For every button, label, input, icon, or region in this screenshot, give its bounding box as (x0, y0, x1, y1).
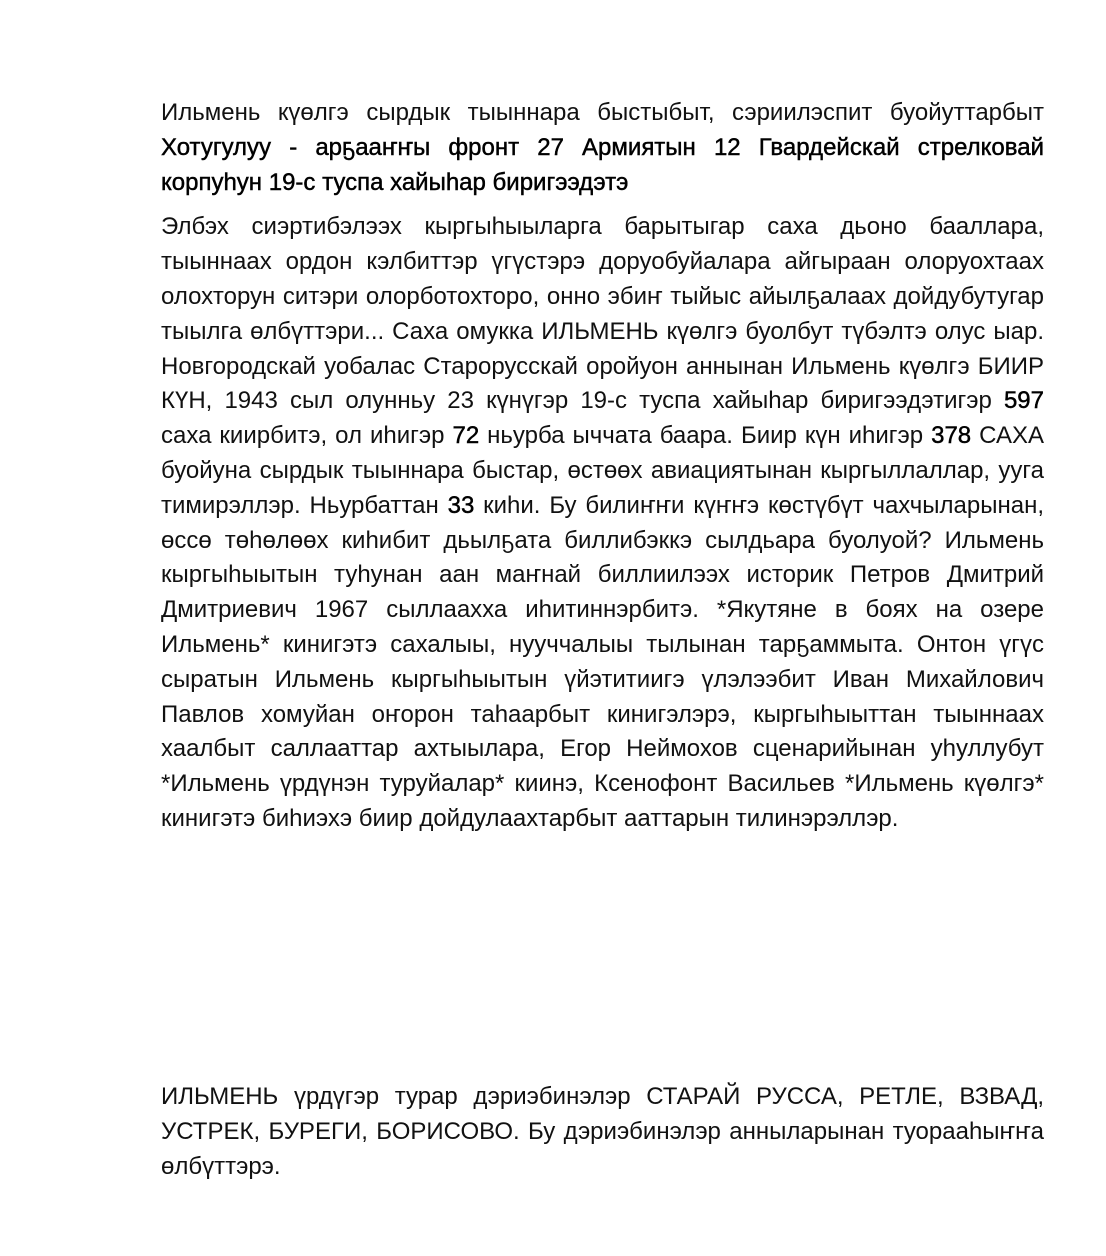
paragraph-villages: ИЛЬМЕНЬ үрдүгэр турар дэриэбинэлэр СТАРАЙ РУССА, РЕТЛЕ, ВЗВАД, УСТРЕК, БУРЕГИ, БОРИСОВО. Бу дэриэбинэлэр анныларынан туорааһыҥҥа өлбүттэрэ. (161, 1083, 1044, 1180)
paragraph-main-part3: ньурба ыччата баара. Биир күн иһигэр (479, 422, 932, 450)
brigade-name-bold: Хотугулуу - арҕааҥҥы фронт 27 Армиятын 12 Гвардейскай стрелковай корпуһун 19-с туспа хайыһар биригээдэтэ (161, 133, 1044, 196)
number-72: 72 (452, 422, 480, 450)
paragraph-main-part1: Элбэх сиэртибэлээх кыргыһыыларга барытыгар саха дьоно бааллара, тыыннаах ордон кэлбиттэр үгүстэрэ доруобуйалара айгыраан олоруохтаах олохторун ситэри олорботохторо, онно эбиҥ тыйыс айылҕалаах дойдубутугар тыылга өлбүттэри... Саха омукка ИЛЬМЕНЬ күөлгэ буолбут түбэлтэ олус ыар. Новгородскай уобалас Старорусскай оройуон аннынан Ильмень күөлгэ БИИР КҮН, 1943 сыл олунньу 23 күнүгэр 19-с туспа хайыһар биригээдэтигэр (161, 213, 1044, 415)
paragraph-intro (161, 96, 1044, 200)
document-page (161, 96, 1044, 1180)
paragraph-main-part2: саха киирбитэ, ол иһигэр (161, 422, 453, 450)
number-597: 597 (1003, 387, 1044, 415)
paragraph-main-part5: киһи. Бу билиҥҥи күҥҥэ көстүбүт чахчыларынан, өссө төһөлөөх киһибит дьылҕата биллибэккэ сылдьара буолуой? Ильмень кыргыһыытын туһунан аан маҥнай биллиилээх историк Петров Дмитрий Дмитриевич 1967 сыллаахха иһитиннэрбитэ. *Якутяне в боях на озере Ильмень* кинигэтэ сахалыы, нууччалыы тылынан тарҕаммыта. Онтон үгүс сыратын Ильмень кыргыһыытын үйэтитиигэ үлэлээбит Иван Михайлович Павлов хомуйан оҥорон таһаарбыт кинигэлэрэ, кыргыһыыттан тыыннаах хаалбыт саллааттар ахтыылара, Егор Неймохов сценарийынан уһуллубут *Ильмень үрдүнэн туруйалар* киинэ, Ксенофонт Васильев *Ильмень күөлгэ* кинигэтэ биһиэхэ биир дойдулаахтарбыт ааттарын тилинэрэллэр. (161, 491, 1044, 832)
paragraph-main (161, 210, 1044, 836)
number-33: 33 (447, 491, 475, 519)
paragraph-intro-text: Ильмень күөлгэ сырдык тыыннара быстыбыт, сэриилэспит буойуттарбыт (161, 99, 1044, 126)
paragraph-main-part4: САХА буойуна сырдык тыыннара быстар, өстөөх авиациятынан кыргыллаллар, ууга тимирэллэр. Ньурбаттан (161, 422, 1044, 519)
number-378: 378 (931, 422, 972, 450)
